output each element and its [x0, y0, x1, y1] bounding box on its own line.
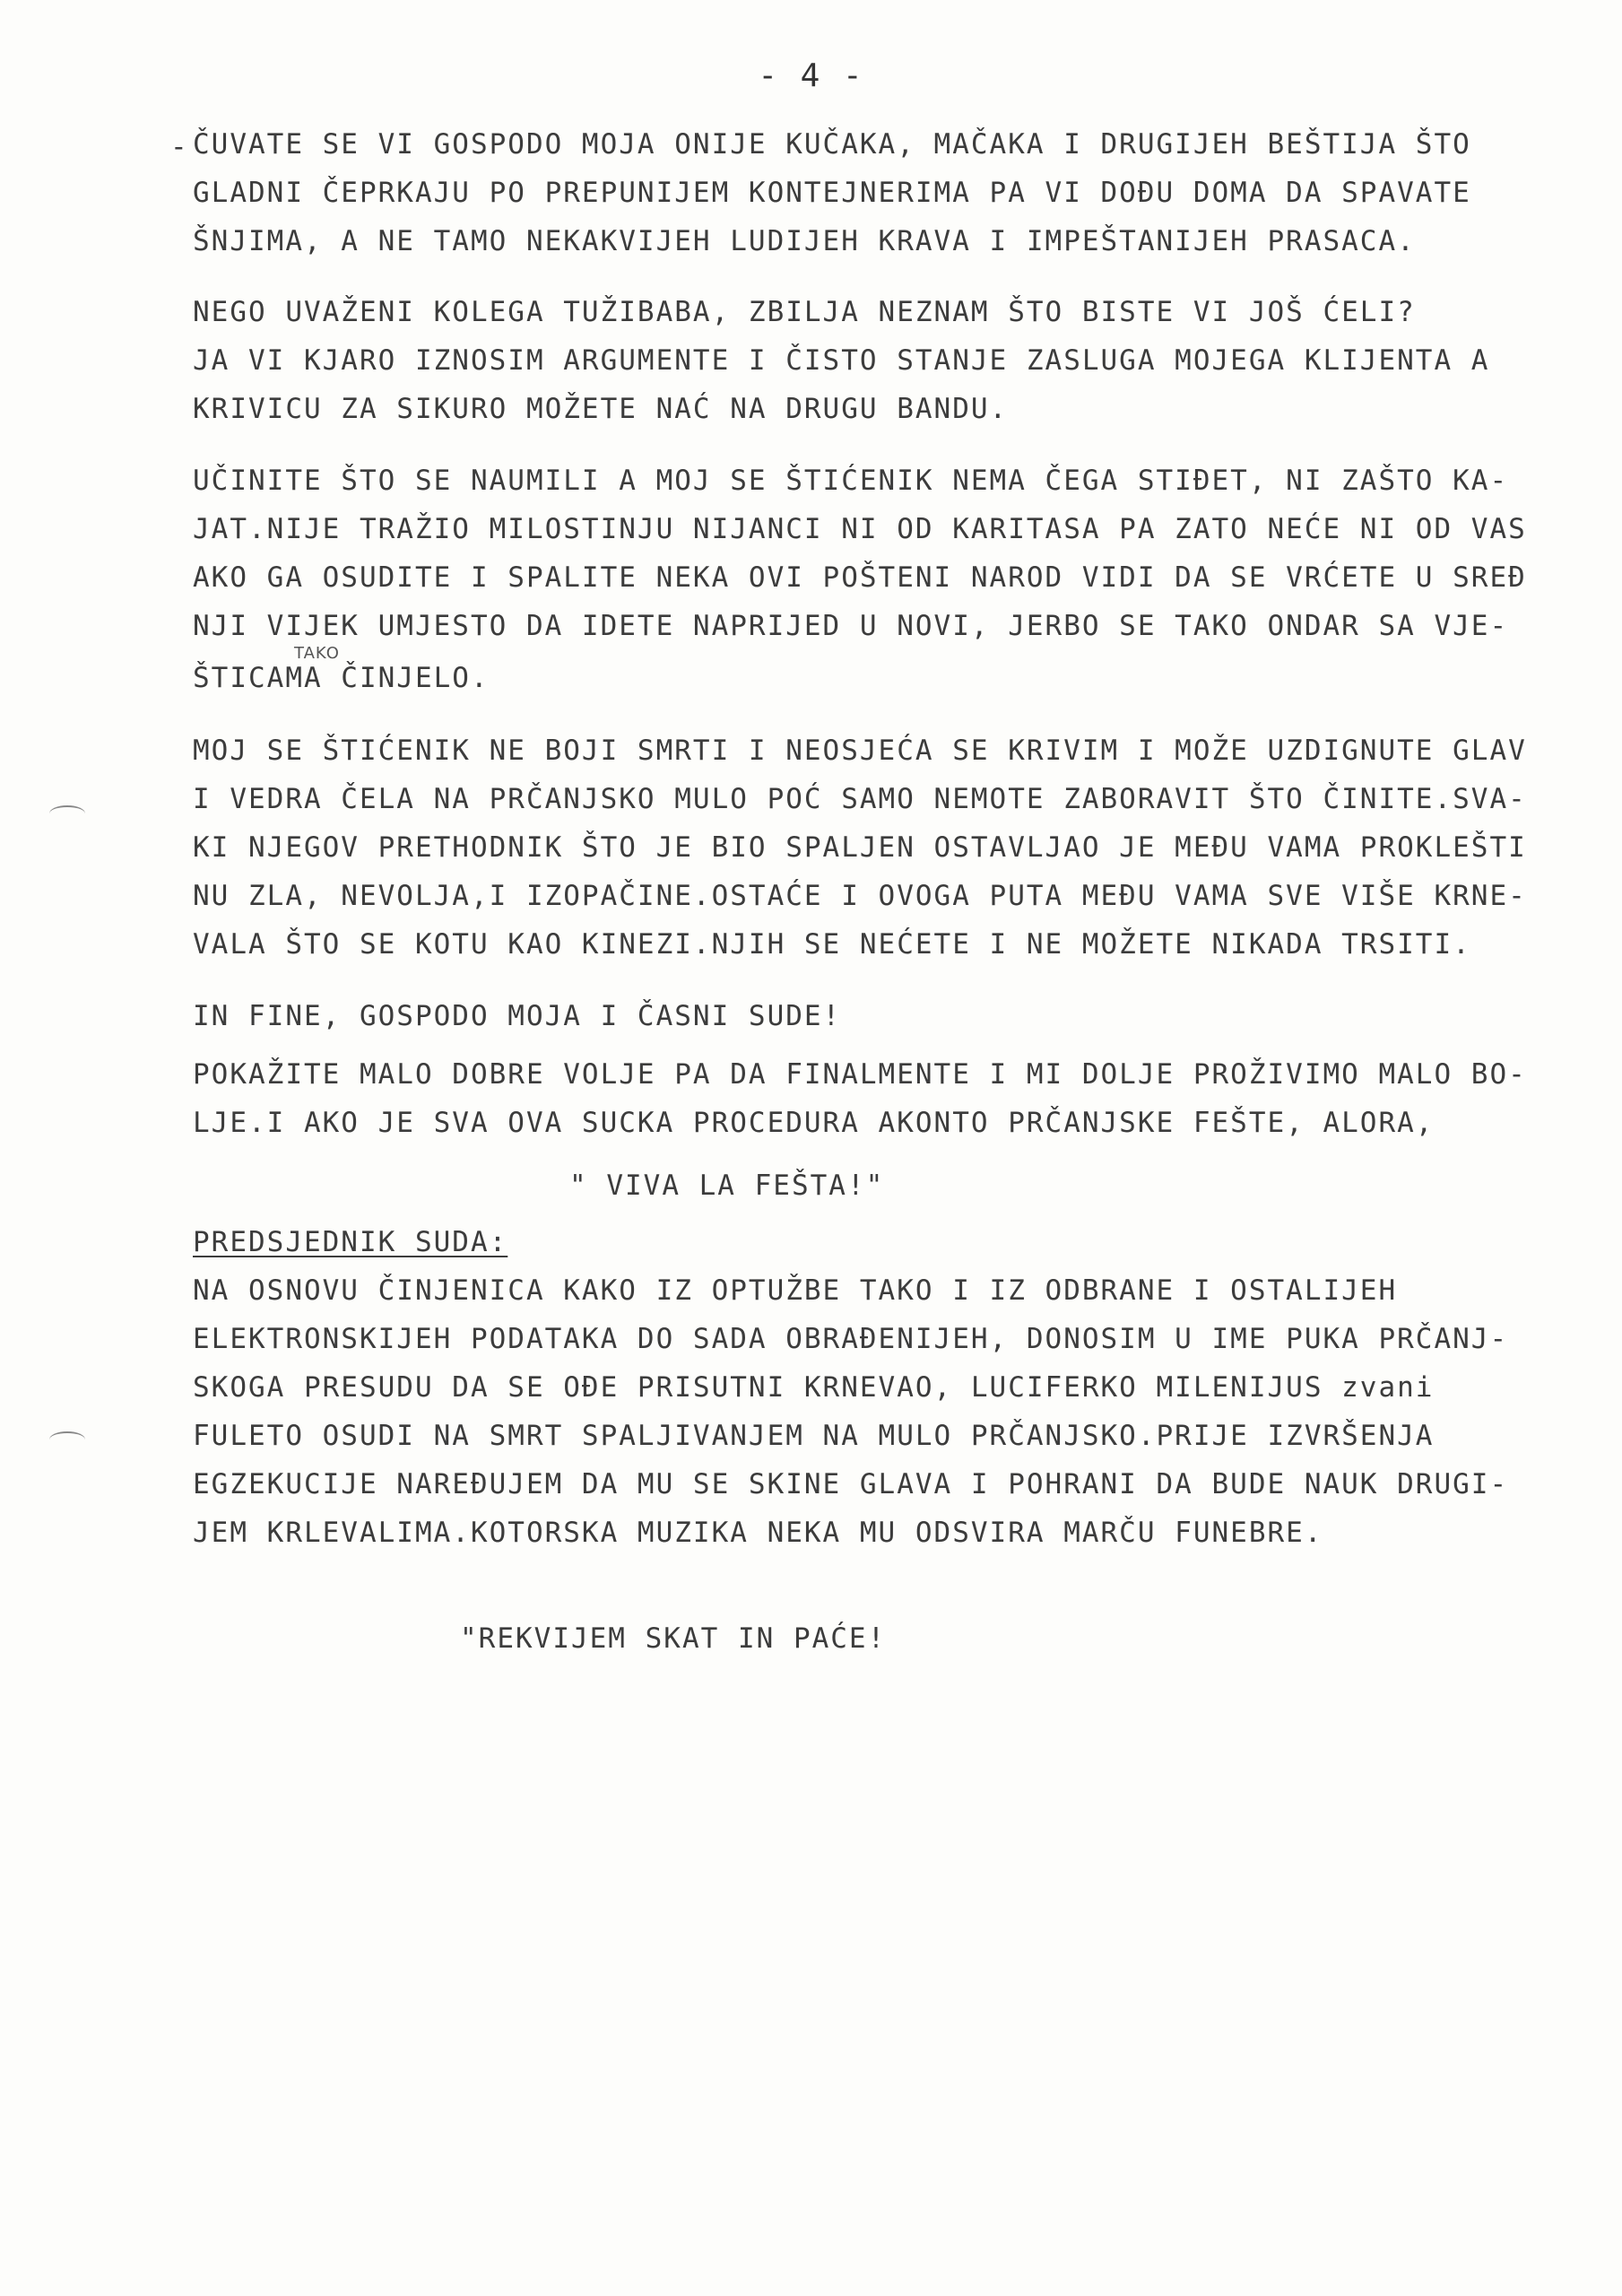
text-line-tuzibaba: NEGO UVAŽENI KOLEGA TUŽIBABA, ZBILJA NEZNAM ŠTO BISTE VI JOŠ ĆELI? — [193, 296, 1416, 328]
text-line: NA OSNOVU ČINJENICA KAKO IZ OPTUŽBE TAKO I IZ ODBRANE I OSTALIJEH — [193, 1274, 1398, 1307]
text-line: JA VI KJARO IZNOSIM ARGUMENTE I ČISTO STANJE ZASLUGA MOJEGA KLIJENTA A — [193, 344, 1490, 377]
section-heading: PREDSJEDNIK SUDA: — [193, 1226, 508, 1258]
text-line: NU ZLA, NEVOLJA,I IZOPAČINE.OSTAĆE I OVOGA PUTA MEĐU VAMA SVE VIŠE KRNE- — [193, 880, 1527, 912]
text-line: NJI VIJEK UMJESTO DA IDETE NAPRIJED U NOVI, JERBO SE TAKO ONDAR SA VJE- — [193, 610, 1509, 642]
text-line: AKO GA OSUDITE I SPALITE NEKA OVI POŠTENI NAROD VIDI DA SE VRĆETE U SREĐ — [193, 561, 1527, 594]
text-line: ŠNJIMA, A NE TAMO NEKAKVIJEH LUDIJEH KRAVA I IMPEŠTANIJEH PRASACA. — [193, 225, 1416, 257]
text-line: FULETO OSUDI NA SMRT SPALJIVANJEM NA MULO PRČANJSKO.PRIJE IZVRŠENJA — [193, 1420, 1435, 1452]
text-line: ŠTICAMA ČINJELO. — [193, 662, 490, 694]
text-line: SKOGA PRESUDU DA SE OĐE PRISUTNI KRNEVAO, LUCIFERKO MILENIJUS zvani — [193, 1371, 1435, 1404]
margin-mark — [49, 805, 85, 822]
text-line: ELEKTRONSKIJEH PODATAKA DO SADA OBRAĐENIJEH, DONOSIM U IME PUKA PRČANJ- — [193, 1323, 1509, 1355]
handwritten-note: TAKO — [294, 644, 340, 663]
text-line: GLADNI ČEPRKAJU PO PREPUNIJEM KONTEJNERIMA PA VI DOĐU DOMA DA SPAVATE — [193, 177, 1471, 209]
text-line: IN FINE, GOSPODO MOJA I ČASNI SUDE! — [193, 1000, 842, 1032]
margin-mark — [49, 1431, 85, 1448]
viva-la-festa: " VIVA LA FEŠTA!" — [569, 1170, 885, 1202]
text-line: MOJ SE ŠTIĆENIK NE BOJI SMRTI I NEOSJEĆA SE KRIVIM I MOŽE UZDIGNUTE GLAV — [193, 735, 1527, 767]
text-line: UČINITE ŠTO SE NAUMILI A MOJ SE ŠTIĆENIK NEMA ČEGA STIĐET, NI ZAŠTO KA- — [193, 465, 1509, 497]
text-line: KI NJEGOV PRETHODNIK ŠTO JE BIO SPALJEN OSTAVLJAO JE MEĐU VAMA PROKLEŠTI — [193, 831, 1527, 864]
text-line: LJE.I AKO JE SVA OVA SUCKA PROCEDURA AKONTO PRČANJSKE FEŠTE, ALORA, — [193, 1107, 1435, 1139]
text-line: VALA ŠTO SE KOTU KAO KINEZI.NJIH SE NEĆETE I NE MOŽETE NIKADA TRSITI. — [193, 928, 1471, 961]
text-line: JAT.NIJE TRAŽIO MILOSTINJU NIJANCI NI OD KARITASA PA ZATO NEĆE NI OD VAS — [193, 513, 1527, 545]
page-number: - 4 - — [758, 57, 864, 94]
text-line: POKAŽITE MALO DOBRE VOLJE PA DA FINALMENTE I MI DOLJE PROŽIVIMO MALO BO- — [193, 1058, 1527, 1091]
closing-line: "REKVIJEM SKAT IN PAĆE! — [460, 1622, 887, 1655]
text-line: KRIVICU ZA SIKURO MOŽETE NAĆ NA DRUGU BANDU. — [193, 393, 1009, 425]
text-line: JEM KRLEVALIMA.KOTORSKA MUZIKA NEKA MU ODSVIRA MARČU FUNEBRE. — [193, 1517, 1323, 1549]
text-line: ČUVATE SE VI GOSPODO MOJA ONIJE KUČAKA, MAČAKA I DRUGIJEH BEŠTIJA ŠTO — [193, 128, 1471, 161]
text-line: I VEDRA ČELA NA PRČANJSKO MULO POĆ SAMO NEMOTE ZABORAVIT ŠTO ČINITE.SVA- — [193, 783, 1527, 815]
list-dash: - — [170, 131, 187, 163]
text-line: EGZEKUCIJE NAREĐUJEM DA MU SE SKINE GLAVA I POHRANI DA BUDE NAUK DRUGI- — [193, 1468, 1509, 1500]
